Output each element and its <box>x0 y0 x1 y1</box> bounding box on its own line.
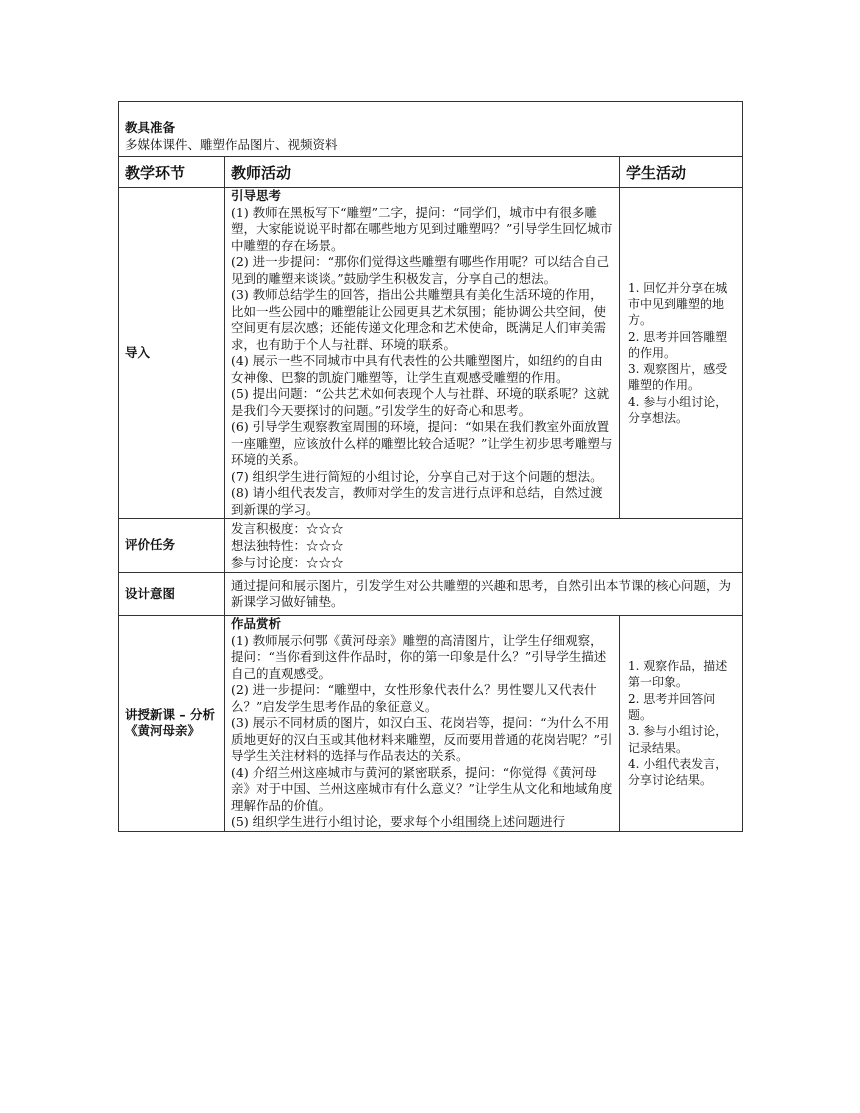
prep-title: 教具准备 <box>125 120 176 135</box>
header-stage: 教学环节 <box>119 157 225 188</box>
lesson-teacher-step: (1) 教师展示何鄂《黄河母亲》雕塑的高清图片，让学生仔细观察，提问：“当你看到这件作品时，你的第一印象是什么？”引导学生描述自己的直观感受。 <box>231 632 607 681</box>
intro-teacher-cell <box>225 188 620 519</box>
design-row <box>119 573 743 616</box>
prep-cell <box>119 102 743 157</box>
lesson-teacher-step: (5) 组织学生进行小组讨论，要求每个小组围绕上述问题进行 <box>231 814 566 829</box>
prep-content: 多媒体课件、雕塑作品图片、视频资料 <box>125 136 338 152</box>
lesson-plan-page <box>118 101 742 832</box>
intro-heading: 引导思考 <box>231 188 282 203</box>
evaluation-row <box>119 519 743 573</box>
lesson-teacher-step: (3) 展示不同材质的图片，如汉白玉、花岗岩等，提问：“为什么不用质地更好的汉白玉或其他材料来雕塑，反而要用普通的花岗岩呢？”引导学生关注材料的选择与作品表达的关系。 <box>231 715 613 763</box>
lesson-student-item: 4. 小组代表发言，分享讨论结果。 <box>628 756 728 788</box>
intro-stage: 导入 <box>119 188 225 519</box>
lesson-student-item: 3. 参与小组讨论，记录结果。 <box>628 724 728 755</box>
header-teacher: 教师活动 <box>225 157 620 188</box>
intro-teacher-step: (2) 进一步提问：“那你们觉得这些雕塑有哪些作用呢？可以结合自己见到的雕塑来谈谈。”鼓励学生积极发言，分享自己的想法。 <box>231 254 610 286</box>
lesson-heading: 作品赏析 <box>231 616 282 631</box>
prep-row <box>119 102 743 157</box>
lesson-stage: 讲授新课 – 分析《黄河母亲》 <box>119 616 225 832</box>
intro-student-item: 3. 观察图片，感受雕塑的作用。 <box>628 362 728 393</box>
intro-teacher-step: (6) 引导学生观察教室周围的环境，提问：“如果在我们教室外面放置一座雕塑，应该放什么样的雕塑比较合适呢？”让学生初步思考雕塑与环境的关系。 <box>231 419 613 467</box>
lesson-teacher-step: (2) 进一步提问：“雕塑中，女性形象代表什么？男性婴儿又代表什么？”启发学生思考作品的象征意义。 <box>231 682 597 714</box>
intro-student-item: 1. 回忆并分享在城市中见到雕塑的地方。 <box>628 280 728 328</box>
lesson-teacher-step: (4) 介绍兰州这座城市与黄河的紧密联系，提问：“你觉得《黄河母亲》对于中国、兰州这座城市有什么意义？”让学生从文化和地域角度理解作品的价值。 <box>231 764 613 813</box>
rating-item: 参与讨论度：☆☆☆ <box>231 555 344 570</box>
header-student: 学生活动 <box>620 157 743 188</box>
intro-teacher-step: (3) 教师总结学生的回答，指出公共雕塑具有美化生活环境的作用，比如一些公园中的雕塑能让公园更具艺术氛围；能协调公共空间，使空间更有层次感；还能传递文化理念和艺术使命，既满足人们审美需求，也有助于个人与社群、环境的联系。 <box>231 287 607 352</box>
design-text: 通过提问和展示图片，引发学生对公共雕塑的兴趣和思考，自然引出本节课的核心问题，为新课学习做好铺垫。 <box>225 573 743 616</box>
rating-item: 想法独特性：☆☆☆ <box>231 538 344 553</box>
intro-teacher-step: (7) 组织学生进行简短的小组讨论，分享自己对于这个问题的想法。 <box>231 468 603 484</box>
intro-teacher-step: (4) 展示一些不同城市中具有代表性的公共雕塑图片，如纽约的自由女神像、巴黎的凯旋门雕塑等，让学生直观感受雕塑的作用。 <box>231 353 603 385</box>
lesson-teacher-cell <box>225 616 620 832</box>
intro-row <box>119 188 743 519</box>
design-stage: 设计意图 <box>119 573 225 616</box>
intro-student-item: 2. 思考并回答雕塑的作用。 <box>628 329 728 360</box>
intro-teacher-step: (5) 提出问题：“公共艺术如何表现个人与社群、环境的联系呢？这就是我们今天要探讨的问题。”引发学生的好奇心和思考。 <box>231 386 610 418</box>
intro-teacher-step: (1) 教师在黑板写下“雕塑”二字，提问：“同学们，城市中有很多雕塑，大家能说说平时都在哪些地方见到过雕塑吗？”引导学生回忆城市中雕塑的存在场景。 <box>231 204 613 253</box>
lesson-plan-table <box>118 101 743 832</box>
evaluation-stage: 评价任务 <box>119 519 225 573</box>
intro-student-cell <box>620 188 743 519</box>
lesson-student-cell <box>620 616 743 832</box>
lesson-student-item: 2. 思考并回答问题。 <box>628 691 716 722</box>
lesson-student-item: 1. 观察作品，描述第一印象。 <box>628 659 728 690</box>
intro-teacher-step: (8) 请小组代表发言，教师对学生的发言进行点评和总结，自然过渡到新课的学习。 <box>231 485 603 517</box>
header-row <box>119 157 743 188</box>
rating-item: 发言积极度：☆☆☆ <box>231 521 344 536</box>
lesson-row <box>119 616 743 832</box>
intro-student-item: 4. 参与小组讨论，分享想法。 <box>628 394 728 426</box>
evaluation-cell <box>225 519 743 573</box>
